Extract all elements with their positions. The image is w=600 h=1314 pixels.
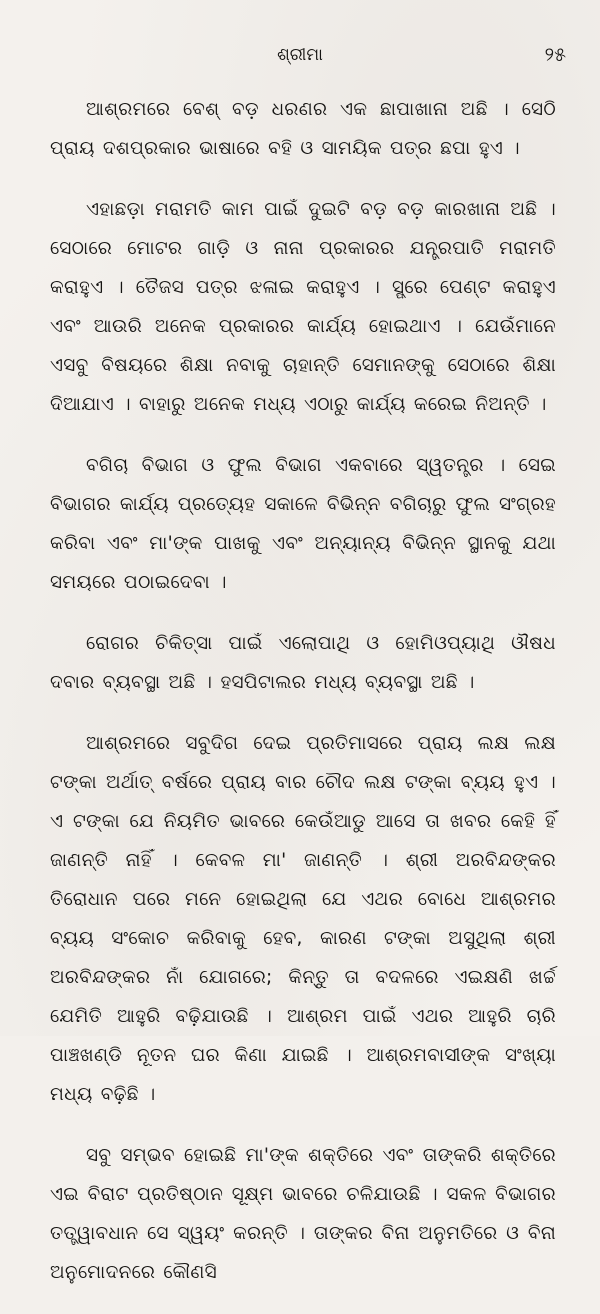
paragraph-expenses: ଆଶ୍ରମରେ ସବୁଦିଗ ଦେଇ ପ୍ରତିମାସରେ ପ୍ରାୟ ଲକ୍ଷ ଲକ୍ଷ ଟଙ୍କା ଅର୍ଥାତ୍ ବର୍ଷରେ ପ୍ରାୟ ବାର ଚୌଦ ଲକ୍ଷ ଟଙ୍କା ବ୍ୟୟ ହୁଏ । ଏ ଟଙ୍କା ଯେ ନିୟମିତ ଭାବରେ କେଉଁଆଡୁ ଆସେ ତା ଖବର କେହି ହିଁ ଜାଣନ୍ତି ନାହିଁ । କେବଳ ମା' ଜାଣନ୍ତି । ଶ୍ରୀ ଅରବିନ୍ଦଙ୍କର ତିରୋଧାନ ପରେ ମନେ ହୋଇଥିଲା ଯେ ଏଥର ବୋଧେ ଆଶ୍ରମର ବ୍ୟୟ ସଂକୋଚ କରିବାକୁ ହେବ, କାରଣ ଟଙ୍କା ଅସୁଥିଲା ଶ୍ରୀ ଅରବିନ୍ଦଙ୍କର ନାଁ ଯୋଗରେ; କିନ୍ତୁ ତା ବଦଳରେ ଏଇକ୍ଷଣି ଖର୍ଚ୍ଚ ଯେମିତି ଆହୁରି ବଢ଼ିଯାଉଛି । ଆଶ୍ରମ ପାଇଁ ଏଥର ଆହୁରି ଚାରି ପାଞ୍ଚଖଣ୍ଡି ନୂତନ ଘର କିଣା ଯାଇଛି । ଆଶ୍ରମବାସୀଙ୍କ ସଂଖ୍ୟା ମଧ୍ୟ ବଢ଼ିଛି । — [50, 733, 556, 1105]
paragraph-medical: ରୋଗର ଚିକିତ୍ସା ପାଇଁ ଏଲୋପାଥି ଓ ହୋମିଓପ୍ୟାଥି ଔଷଧ ଦବାର ବ୍ୟବସ୍ଥା ଅଛି । ହସପିଟାଲର ମଧ୍ୟ ବ୍ୟବସ୍ଥା ଅଛି । — [50, 633, 556, 693]
paragraph-printing-press: ଆଶ୍ରମରେ ବେଶ୍ ବଡ଼ ଧରଣର ଏକ ଛାପାଖାନା ଅଛି । ସେଠି ପ୍ରାୟ ଦଶପ୍ରକାର ଭାଷାରେ ବହି ଓ ସାମୟିକ ପତ୍ର ଛପା ହୁଏ । — [50, 99, 556, 159]
body-text — [50, 90, 556, 1314]
paragraph-garden-flowers: ବଗିଚା ବିଭାଗ ଓ ଫୁଲ ବିଭାଗ ଏକବାରେ ସ୍ୱତନ୍ତ୍ର । ସେଇ ବିଭାଗର କାର୍ଯ୍ୟ ପ୍ରତ୍ୟେହ ସକାଳେ ବିଭିନ୍ନ ବଗିଚାରୁ ଫୁଲ ସଂଗ୍ରହ କରିବା ଏବଂ ମା'ଙ୍କ ପାଖକୁ ଏବଂ ଅନ୍ୟାନ୍ୟ ବିଭିନ୍ନ ସ୍ଥାନକୁ ଯଥା ସମୟରେ ପଠାଇଦେବା । — [50, 455, 556, 593]
paragraph-workshops: ଏହାଛଡ଼ା ମରାମତି କାମ ପାଇଁ ଦୁଇଟି ବଡ଼ ବଡ଼ କାରଖାନା ଅଛି । ସେଠାରେ ମୋଟର ଗାଡ଼ି ଓ ନାନା ପ୍ରକାରର ଯନ୍ତ୍ରପାତି ମରାମତି କରାହୁଏ । ତୈଜସ ପତ୍ର ଝଳାଇ କରାହୁଏ । ସ୍ପ୍ରେ ପେଣ୍ଟ କରାହୁଏ ଏବଂ ଆଉରି ଅନେକ ପ୍ରକାରର କାର୍ଯ୍ୟ ହୋଇଥାଏ । ଯେଉଁମାନେ ଏସବୁ ବିଷୟରେ ଶିକ୍ଷା ନବାକୁ ଚାହାନ୍ତି ସେମାନଙ୍କୁ ସେଠାରେ ଶିକ୍ଷା ଦିଆଯାଏ । ବାହାରୁ ଅନେକ ମଧ୍ୟ ଏଠାରୁ କାର୍ଯ୍ୟ କରେଇ ନିଅନ୍ତି । — [50, 199, 556, 415]
page-number: ୨୫ — [544, 44, 566, 66]
paragraph-mother-power: ସବୁ ସମ୍ଭବ ହୋଇଛି ମା'ଙ୍କ ଶକ୍ତିରେ ଏବଂ ତାଙ୍କରି ଶକ୍ତିରେ ଏଇ ବିରାଟ ପ୍ରତିଷ୍ଠାନ ସୂକ୍ଷ୍ମ ଭାବରେ ଚଳିଯାଉଛି । ସକଳ ବିଭାଗର ତତ୍ତ୍ୱାବଧାନ ସେ ସ୍ୱୟଂ କରନ୍ତି । ତାଙ୍କର ବିନା ଅନୁମତିରେ ଓ ବିନା ଅନୁମୋଦନରେ କୌଣସି — [50, 1145, 556, 1283]
running-title: ଶ୍ରୀମା — [277, 45, 323, 65]
page-header — [0, 40, 600, 70]
